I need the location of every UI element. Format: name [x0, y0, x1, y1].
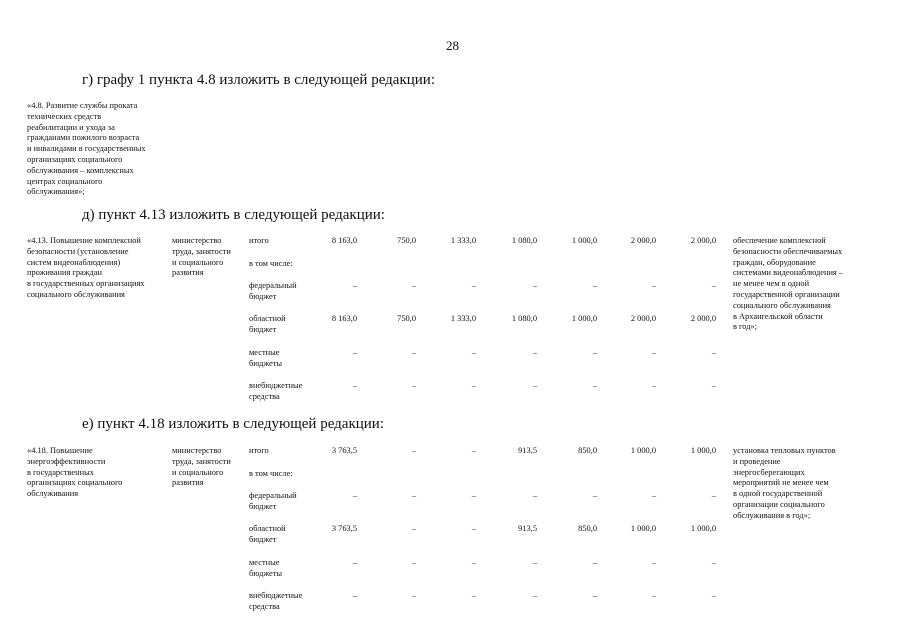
section-d-row-label: итого: [249, 236, 269, 245]
section-d-row-value: –: [532, 348, 537, 357]
section-e-row-value: 3 763,5: [331, 524, 357, 533]
section-e-row-value: 1 000,0: [630, 446, 656, 455]
section-d-row-value: –: [352, 281, 357, 290]
section-e-row-value: –: [651, 558, 656, 567]
section-d-row-value: –: [352, 381, 357, 390]
section-d-responsible: министерство труда, занятости и социального развития: [172, 236, 231, 278]
section-d-row-value: 8 163,0: [331, 236, 357, 245]
section-d-row-value: 1 000,0: [571, 236, 597, 245]
section-d-row-value: 750,0: [397, 236, 416, 245]
section-d-row-value: –: [592, 348, 597, 357]
section-e-row-label: итого: [249, 446, 269, 455]
section-d-heading: д) пункт 4.13 изложить в следующей редакции:: [82, 207, 385, 223]
section-d-row-value: 2 000,0: [690, 314, 716, 323]
section-d-row-value: 2 000,0: [630, 236, 656, 245]
section-e-row-value: 3 763,5: [331, 446, 357, 455]
section-e-row-value: –: [651, 591, 656, 600]
section-d-row-label: внебюджетные средства: [249, 381, 303, 401]
section-e-row-value: –: [592, 491, 597, 500]
section-e-row-value: –: [711, 491, 716, 500]
section-e-row-value: –: [411, 558, 416, 567]
section-e-row-value: –: [471, 446, 476, 455]
section-e-heading: е) пункт 4.18 изложить в следующей редакции:: [82, 416, 384, 432]
section-d-item-text: «4.13. Повышение комплексной безопасности (установление систем видеонаблюдения) проживания граждан в государственных организациях социального обслуживания: [27, 236, 145, 299]
section-e-row-value: –: [711, 558, 716, 567]
section-d-result: обеспечение комплексной безопасности обеспечиваемых граждан, оборудование системами видеонаблюдения – не менее чем в одной государственной организации социального обслуживания в Архангельской области в год»;: [733, 236, 844, 332]
section-d-row-value: 2 000,0: [690, 236, 716, 245]
section-d-row-value: –: [471, 381, 476, 390]
section-d-row-value: 8 163,0: [331, 314, 357, 323]
section-e-row-value: 1 000,0: [690, 524, 716, 533]
section-e-row-value: –: [532, 591, 537, 600]
section-d-row-value: –: [711, 348, 716, 357]
section-e-row-label: федеральный бюджет: [249, 491, 297, 511]
section-e-item-text: «4.18. Повышение энергоэффективности в государственных организациях социального обслуживания: [27, 446, 123, 499]
section-e-row-value: –: [592, 591, 597, 600]
section-d-row-value: 750,0: [397, 314, 416, 323]
section-d-row-value: –: [592, 381, 597, 390]
section-d-row-value: –: [352, 348, 357, 357]
section-e-row-value: 1 000,0: [630, 524, 656, 533]
section-e-row-value: –: [711, 591, 716, 600]
section-d-row-value: 1 000,0: [571, 314, 597, 323]
section-d-row-value: –: [532, 381, 537, 390]
section-e-row-value: –: [352, 558, 357, 567]
section-e-row-value: –: [471, 558, 476, 567]
section-d-row-value: –: [411, 281, 416, 290]
section-e-row-value: 913,5: [518, 446, 537, 455]
section-d-row-value: –: [592, 281, 597, 290]
section-e-row-value: –: [471, 524, 476, 533]
section-e-row-label: местные бюджеты: [249, 558, 283, 578]
section-d-row-value: –: [471, 348, 476, 357]
section-e-row-value: –: [411, 446, 416, 455]
page-number: 28: [446, 38, 459, 53]
section-e-row-label: внебюджетные средства: [249, 591, 303, 611]
section-e-row-value: –: [352, 591, 357, 600]
section-d-row-value: –: [651, 381, 656, 390]
section-e-row-value: –: [532, 491, 537, 500]
section-e-row-value: –: [352, 491, 357, 500]
section-d-row-label: областной бюджет: [249, 314, 286, 334]
section-e-result: установка тепловых пунктов и проведение энергосберегающих мероприятий не менее чем в одной государственной организации социального обслуживания в год»;: [733, 446, 836, 520]
section-e-row-value: –: [471, 591, 476, 600]
section-d-row-value: –: [651, 348, 656, 357]
section-e-row-value: –: [471, 491, 476, 500]
section-e-row-value: 850,0: [578, 524, 597, 533]
section-g-heading: г) графу 1 пункта 4.8 изложить в следующей редакции:: [82, 72, 435, 88]
section-d-row-value: –: [651, 281, 656, 290]
section-e-row-value: 1 000,0: [690, 446, 716, 455]
section-e-row-value: –: [411, 524, 416, 533]
section-d-row-value: –: [711, 281, 716, 290]
section-d-row-value: –: [711, 381, 716, 390]
section-d-row-value: 1 080,0: [511, 314, 537, 323]
section-e-row-value: –: [532, 558, 537, 567]
section-d-row-label: федеральный бюджет: [249, 281, 297, 301]
section-d-row-value: –: [471, 281, 476, 290]
section-d-row-label: в том числе:: [249, 259, 293, 268]
section-e-row-value: 913,5: [518, 524, 537, 533]
section-e-row-label: областной бюджет: [249, 524, 286, 544]
section-d-row-value: 1 333,0: [450, 314, 476, 323]
section-d-row-value: 1 080,0: [511, 236, 537, 245]
section-e-responsible: министерство труда, занятости и социального развития: [172, 446, 231, 488]
section-e-row-value: –: [651, 491, 656, 500]
section-d-row-value: 2 000,0: [630, 314, 656, 323]
section-d-row-value: –: [411, 348, 416, 357]
section-d-row-value: –: [411, 381, 416, 390]
section-e-row-value: 850,0: [578, 446, 597, 455]
section-e-row-value: –: [592, 558, 597, 567]
section-g-item-text: «4.8. Развитие службы проката технических средств реабилитации и ухода за гражданами пожилого возраста и инвалидами в государственных организациях социального обслуживания – комплексных центрах социального обслуживания»;: [27, 101, 146, 197]
section-e-row-value: –: [411, 591, 416, 600]
section-d-row-label: местные бюджеты: [249, 348, 283, 368]
section-d-row-value: 1 333,0: [450, 236, 476, 245]
section-d-row-value: –: [532, 281, 537, 290]
section-e-row-value: –: [411, 491, 416, 500]
section-e-row-label: в том числе:: [249, 469, 293, 478]
